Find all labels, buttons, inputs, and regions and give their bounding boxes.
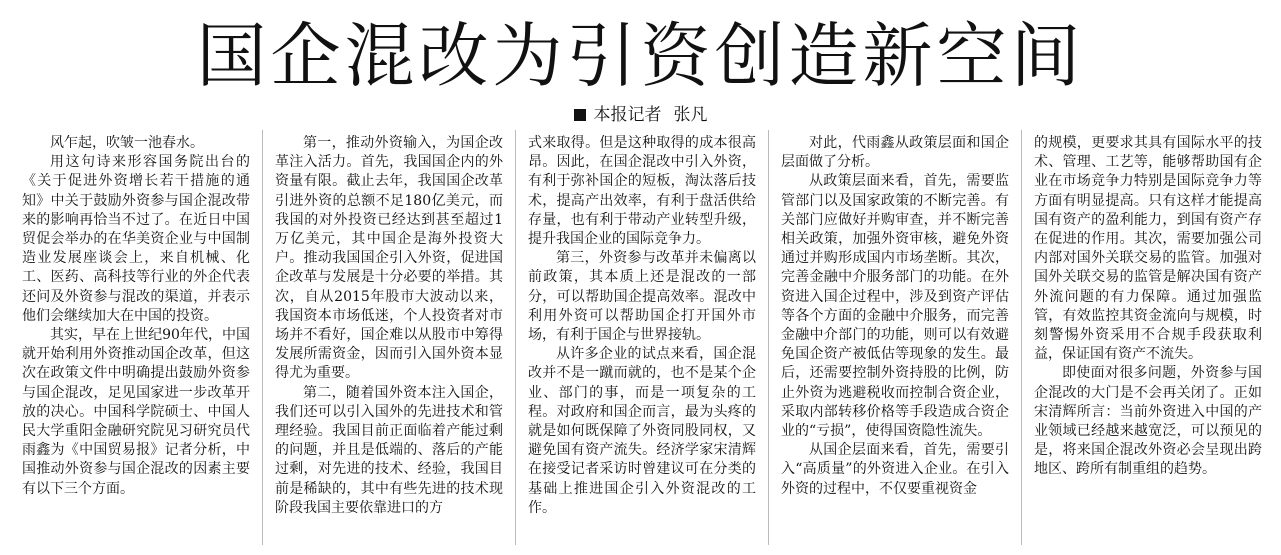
article-title: 国企混改为引资创造新空间	[196, 15, 1085, 97]
paragraph: 即使面对很多问题，外资参与国企混改的大门是不会再关闭了。正如宋清辉所言：当前外资进入中国的产业领域已经越来越宽泛，可以预见的是，将来国企混改外资必会呈现出跨地区、跨所有制重组的趋势。	[1034, 365, 1262, 478]
byline-author: 张凡	[673, 105, 708, 125]
paragraph: 从许多企业的试点来看，国企混改并不是一蹴而就的，也不是某个企业、部门的事，而是一项复杂的工程。对政府和国企而言，最为头疼的就是如何既保障了外资同股同权，又避免国有资产流失。经济学家宋清辉在接受记者采访时曾建议可在分类的基础上推进国企引入外资混改的工作。	[528, 346, 756, 516]
paragraph: 式来取得。但是这种取得的成本很高昂。因此，在国企混改中引入外资，有利于弥补国企的短板，淘汰落后技术，提高产出效率，有利于盘活供给存量，也有利于带动产业转型升级，提升我国企业的国际竞争力。	[528, 135, 756, 248]
paragraph: 的规模，更要求其具有国际水平的技术、管理、工艺等，能够帮助国有企业在市场竞争力特别是国际竞争力等方面有明显提高。只有这样才能提高国有资产的盈利能力，到国有资产存在促进的作用。其次，需要加强公司内部对国外关联交易的监管。加强对国外关联交易的监管是解决国有资产外流问题的有力保障。通过加强监管，有效监控其资金流向与规模，时刻警惕外资采用不合规手段获取利益，保证国有资产不流失。	[1034, 135, 1262, 363]
byline-prefix: 本报记者	[593, 105, 662, 125]
square-bullet-icon	[574, 109, 586, 121]
paragraph: 从政策层面来看，首先，需要监管部门以及国家政策的不断完善。有关部门应做好并购审查，并不断完善相关政策，加强外资审核，避免外资通过并购形成国内市场垄断。其次，完善金融中介服务部门的功能。在外资进入国企过程中，涉及到资产评估等各个方面的金融中介服务，而完善金融中介部门的功能，则可以有效避免国企资产被低估等现象的发生。最后，还需要控制外资持股的比例，防止外资为逃避税收而控制合资企业，采取内部转移价格等手段造成合资企业的“亏损”，使得国资隐性流失。	[781, 173, 1009, 440]
column-5	[1034, 134, 1262, 544]
paragraph: 第一，推动外资输入，为国企改革注入活力。首先，我国国企内的外资量有限。截止去年，我国国企改革引进外资的总额不足180亿美元，而我国的对外投资已经达到甚至超过1万亿美元，其中国企是海外投资大户。推动我国国企引入外资，促进国企改革与发展是十分必要的举措。其次，自从2015年股市大波动以来，我国资本市场低迷，个人投资者对市场并不看好，国企难以从股市中筹得发展所需资金，因而引入国外资本显得尤为重要。	[275, 135, 503, 382]
paragraph: 第三，外资参与改革并未偏离以前政策，其本质上还是混改的一部分，可以帮助国企提高效率。混改中利用外资可以帮助国企打开国外市场，有利于国企与世界接轨。	[528, 250, 756, 344]
column-3	[528, 134, 756, 544]
column-4	[781, 134, 1009, 544]
paragraph: 用这句诗来形容国务院出台的《关于促进外资增长若干措施的通知》中关于鼓励外资参与国企混改带来的影响再恰当不过了。在近日中国贸促会举办的在华美资企业与中国制造业发展座谈会上，来自机械、化工、医药、高科技等行业的外企代表还问及外资参与混改的渠道，并表示他们会继续加大在中国的投资。	[22, 154, 250, 324]
column-1	[22, 134, 250, 544]
article-body	[22, 134, 1262, 544]
byline	[0, 103, 1281, 127]
paragraph: 其实，早在上世纪90年代，中国就开始利用外资推动国企改革，但这次在政策文件中明确提出鼓励外资参与国企混改，足见国家进一步改革开放的决心。中国科学院硕士、中国人民大学重阳金融研究院见习研究员代雨鑫为《中国贸易报》记者分析，中国推动外资参与国企混改的因素主要有以下三个方面。	[22, 327, 250, 497]
paragraph: 从国企层面来看，首先，需要引入“高质量”的外资进入企业。在引入外资的过程中，不仅要重视资金	[781, 442, 1009, 497]
paragraph: 对此，代雨鑫从政策层面和国企层面做了分析。	[781, 135, 1009, 171]
column-2	[275, 134, 503, 544]
paragraph: 第二，随着国外资本注入国企，我们还可以引入国外的先进技术和管理经验。我国目前正面临着产能过剩的问题，并且是低端的、落后的产能过剩，对先进的技术、经验，我国目前是稀缺的，其中有些先进的技术现阶段我国主要依靠进口的方	[275, 384, 503, 516]
paragraph: 风乍起，吹皱一池春水。	[50, 135, 204, 151]
